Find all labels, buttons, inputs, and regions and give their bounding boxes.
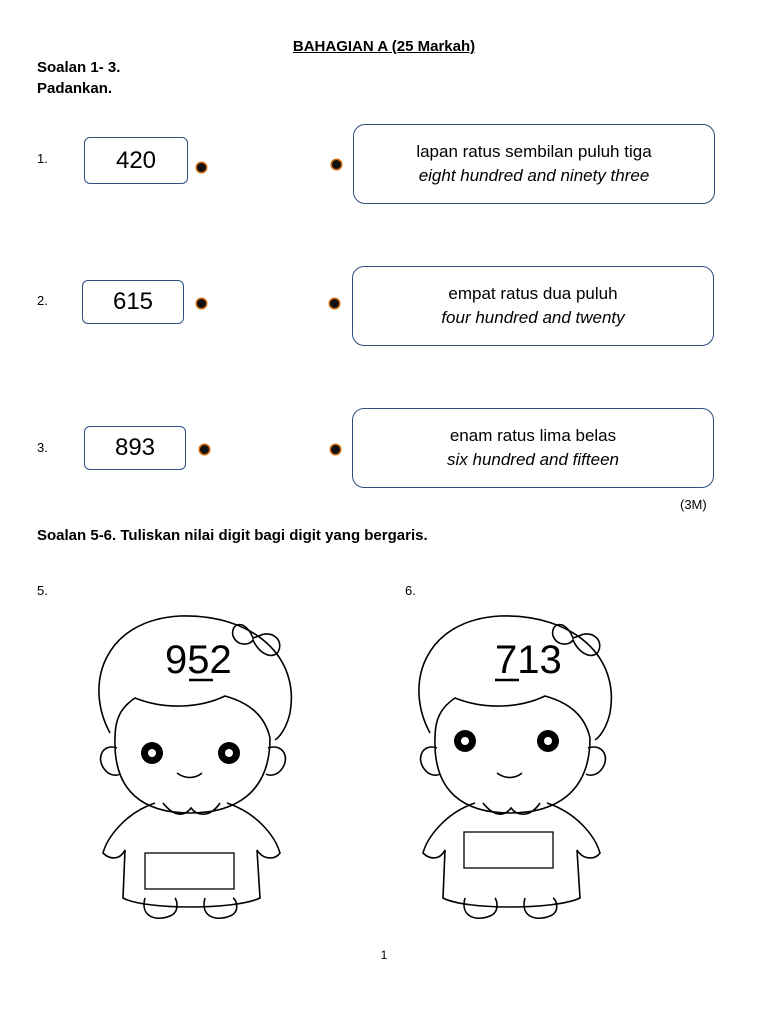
english-text: six hundred and fifteen bbox=[446, 450, 619, 469]
number-box bbox=[84, 426, 186, 470]
word-box bbox=[353, 124, 715, 204]
part2-heading: Soalan 5-6. Tuliskan nilai digit bagi digit yang bergaris. bbox=[37, 527, 428, 544]
word-box bbox=[352, 408, 714, 488]
number-value: 893 bbox=[114, 434, 156, 461]
number-value: 615 bbox=[112, 288, 154, 315]
girl-figure bbox=[65, 598, 315, 928]
question-number: 1. bbox=[37, 151, 48, 166]
answer-box[interactable] bbox=[464, 832, 553, 868]
section-title: BAHAGIAN A (25 Markah) bbox=[292, 38, 476, 55]
girl-figure bbox=[385, 598, 635, 928]
question-number: 5. bbox=[37, 583, 48, 598]
question-number: 3. bbox=[37, 440, 48, 455]
malay-text: enam ratus lima belas bbox=[449, 426, 617, 445]
word-box bbox=[352, 266, 714, 346]
match-dot-left[interactable] bbox=[197, 299, 206, 308]
number-digits: 713 bbox=[495, 638, 562, 682]
match-dot-right[interactable] bbox=[332, 160, 341, 169]
marks-label: (3M) bbox=[680, 497, 707, 512]
english-text: four hundred and twenty bbox=[441, 308, 625, 327]
number-box bbox=[84, 137, 188, 184]
question-number: 2. bbox=[37, 293, 48, 308]
number-value: 420 bbox=[115, 146, 157, 174]
number-digits: 952 bbox=[165, 638, 232, 682]
malay-text: empat ratus dua puluh bbox=[448, 284, 618, 303]
match-dot-right[interactable] bbox=[330, 299, 339, 308]
question-number: 6. bbox=[405, 583, 416, 598]
girl-drawing bbox=[385, 598, 635, 928]
answer-box[interactable] bbox=[145, 853, 234, 889]
page-number: 1 bbox=[380, 948, 388, 962]
part1-heading: Soalan 1- 3. bbox=[37, 59, 121, 76]
match-dot-left[interactable] bbox=[200, 445, 209, 454]
match-dot-right[interactable] bbox=[331, 445, 340, 454]
part1-instruction: Padankan. bbox=[37, 80, 113, 97]
english-text: eight hundred and ninety three bbox=[418, 166, 650, 185]
number-box bbox=[82, 280, 184, 324]
girl-drawing bbox=[65, 598, 315, 928]
match-dot-left[interactable] bbox=[197, 163, 206, 172]
malay-text: lapan ratus sembilan puluh tiga bbox=[416, 142, 652, 161]
